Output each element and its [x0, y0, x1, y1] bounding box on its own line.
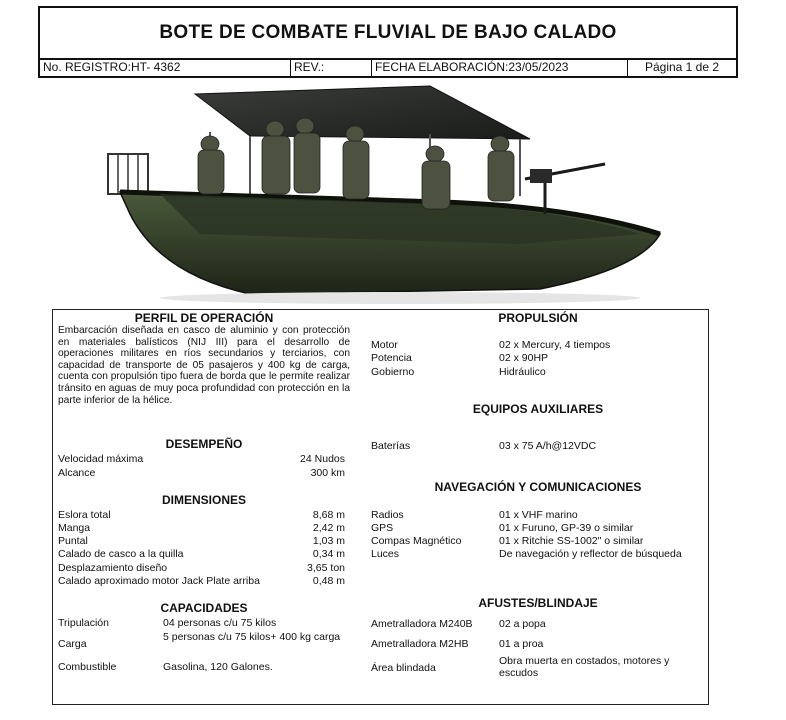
- spec-label: Radios: [371, 509, 404, 521]
- spec-value: 02 x Mercury, 4 tiempos: [499, 339, 611, 351]
- perfil-description: Embarcación diseñada en casco de aluminio y con protección en materiales balísticos (NIJ III) para el desarrollo de operaciones militares en ríos secundarios y terciarios, con capacidad de transporte de 05 pasajeros y 400 kg de carga, cuenta con propulsión tipo fuera de borda que le permite realizar tránsito en aguas de muy poca profundidad con protección en la parte inferior de la hélice.: [58, 325, 350, 406]
- spec-value: 5 personas c/u 75 kilos+ 400 kg carga: [163, 631, 341, 643]
- spec-value: 02 x 90HP: [499, 352, 549, 364]
- spec-value: 24 Nudos: [300, 453, 345, 465]
- spec-value: 2,42 m: [312, 522, 345, 534]
- spec-value: Hidráulico: [499, 366, 546, 378]
- spec-label: Motor: [371, 339, 398, 351]
- spec-value: 8,68 m: [312, 509, 345, 521]
- spec-value: 01 a proa: [499, 638, 544, 650]
- creation-date: FECHA ELABORACIÓN:23/05/2023: [372, 60, 628, 76]
- spec-label: Puntal: [58, 535, 88, 547]
- desempeno-heading: DESEMPEÑO: [165, 437, 243, 451]
- document-title: BOTE DE COMBATE FLUVIAL DE BAJO CALADO: [159, 22, 617, 43]
- spec-value: 300 km: [310, 467, 345, 479]
- spec-label: Alcance: [58, 467, 96, 479]
- spec-label: Combustible: [58, 661, 117, 673]
- propulsion-heading: PROPULSIÓN: [498, 311, 578, 325]
- spec-label: Área blindada: [371, 662, 436, 674]
- navegacion-heading: NAVEGACIÓN Y COMUNICACIONES: [434, 480, 642, 494]
- spec-value: 03 x 75 A/h@12VDC: [499, 440, 597, 452]
- spec-value: 01 x VHF marino: [499, 509, 578, 521]
- dimensiones-heading: DIMENSIONES: [161, 493, 246, 507]
- spec-value: 0,34 m: [312, 548, 345, 560]
- spec-label: Compas Magnético: [371, 535, 462, 547]
- spec-label: Calado de casco a la quilla: [58, 548, 184, 560]
- spec-value: Obra muerta en costados, motores y escudos: [499, 655, 670, 679]
- spec-label: Luces: [371, 548, 400, 560]
- spec-label: Ametralladora M240B: [371, 618, 473, 630]
- spec-label: Velocidad máxima: [58, 453, 144, 465]
- spec-value: 01 x Ritchie SS-1002" o similar: [499, 535, 644, 547]
- spec-value: 1,03 m: [312, 535, 345, 547]
- revision-field: REV.:: [291, 60, 372, 76]
- spec-value: 04 personas c/u 75 kilos: [163, 617, 277, 629]
- spec-label: Carga: [58, 638, 87, 650]
- spec-label: Potencia: [371, 352, 412, 364]
- spec-value: Gasolina, 120 Galones.: [163, 661, 273, 673]
- document-header: [38, 6, 738, 78]
- page-number: Página 1 de 2: [644, 60, 720, 74]
- capacidades-heading: CAPACIDADES: [160, 601, 248, 615]
- spec-label: Calado aproximado motor Jack Plate arriba: [58, 575, 260, 587]
- spec-label: Manga: [58, 522, 91, 534]
- specifications-panel: [52, 309, 709, 705]
- spec-value: De navegación y reflector de búsqueda: [499, 548, 682, 560]
- header-info-row: [40, 58, 736, 76]
- spec-value: 0,48 m: [312, 575, 345, 587]
- spec-value: 3,65 ton: [307, 562, 345, 574]
- perfil-heading: PERFIL DE OPERACIÓN: [134, 311, 274, 325]
- spec-label: GPS: [371, 522, 394, 534]
- spec-label: Desplazamiento diseño: [58, 562, 168, 574]
- registro-number: No. REGISTRO:HT- 4362: [40, 60, 291, 76]
- spec-label: Gobierno: [371, 366, 415, 378]
- spec-label: Ametralladora M2HB: [371, 638, 469, 650]
- spec-label: Tripulación: [58, 617, 109, 629]
- spec-value: 01 x Furuno, GP-39 o similar: [499, 522, 634, 534]
- equipos-heading: EQUIPOS AUXILIARES: [472, 402, 604, 416]
- afustes-heading: AFUSTES/BLINDAJE: [478, 596, 598, 610]
- spec-label: Eslora total: [58, 509, 111, 521]
- boat-image: [100, 84, 670, 306]
- spec-label: Baterías: [371, 440, 411, 452]
- spec-value: 02 a popa: [499, 618, 546, 630]
